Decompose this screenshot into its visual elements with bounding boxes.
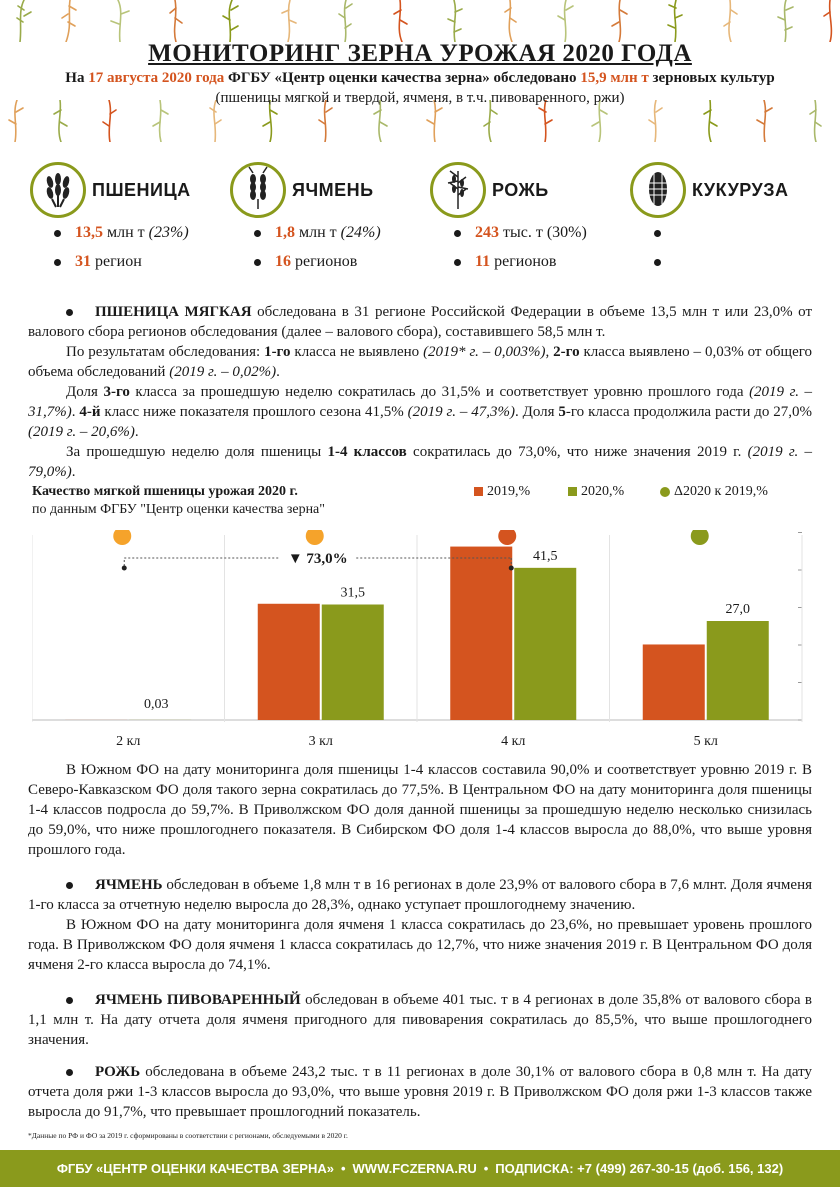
crop-name: КУКУРУЗА: [692, 180, 789, 200]
bar-2019-5-class: [643, 644, 705, 720]
category-label: 2 кл: [116, 734, 141, 749]
wheat-section-text: ПШЕНИЦА МЯГКАЯ обследована в 31 регионе Российской Федерации в объеме 13,5 млн т или 23,0% от валового сбора регионов обследования (далее – валового сбора), составившего 58,5 млн т. По результатам обследования: 1-го класса не выявлено (2019* г. – 0,003%), 2-го класса выявлено – 0,03% от общего объема обследований (2019 г. – 0,02%). Доля 3-го класса за прошедшую неделю сократилась до 31,5% и соответствует уровню прошлого года (2019 г. – 31,7%). 4-й класс ниже показателя прошлого сезона 41,5% (2019 г. – 47,3%). Доля 5-го класса продолжила расти до 27,0% (2019 г. – 20,6%). За прошедшую неделю доля пшеницы 1-4 классов сократилась до 73,0%, что ниже значения 2019 г. (2019 г. – 79,0%).: [28, 304, 813, 480]
crop-regions: 16 регионов: [254, 253, 357, 271]
crop-regions: 31 регион: [54, 253, 142, 271]
category-label: 5 кл: [693, 734, 718, 749]
delta-marker: [691, 530, 709, 545]
crop-rye: [430, 162, 630, 272]
crop-volume: 243 тыс. т (30%): [454, 224, 587, 242]
wheat-class-bar-chart: [32, 530, 808, 752]
footer-separator: •: [340, 1161, 346, 1176]
decorative-plants-top: [0, 0, 840, 42]
annotation-endpoint: [509, 566, 514, 571]
bar-2020-3-class: [322, 605, 384, 721]
barley-section-text: ЯЧМЕНЬ обследован в объеме 1,8 млн т в 16 регионах в доле 23,9% от валового сбора в 7,6 млнт. Доля ячменя 1-го класса за отчетную неделю выросла до 28,3%, однако уступает прошлогоднему значению. В Южном ФО на дату мониторинга доля ячменя 1 класса сократилась до 23,6%, но превышает уровень прошлого года. В Приволжском ФО доля ячменя 1 класса сократилась до 12,7%, что ниже значения 2019 г. В Центральном ФО доля ячменя 2-го класса выросла до 74,1%.: [28, 877, 812, 973]
data-label: 0,03: [144, 697, 169, 712]
footer-website-link[interactable]: WWW.FCZERNA.RU: [352, 1161, 477, 1176]
crop-name: ЯЧМЕНЬ: [292, 180, 374, 200]
bullet-icon: [54, 230, 61, 237]
legend-swatch-2020: [568, 487, 577, 496]
crop-wheat: [30, 162, 230, 272]
wheat-icon: [30, 162, 86, 218]
chart-subtitle: по данным ФГБУ "Центр оценки качества зерна": [32, 502, 325, 517]
crop-barley: [230, 162, 430, 272]
crop-volume: [654, 224, 675, 242]
crop-regions: 11 регионов: [454, 253, 556, 271]
bar-2019-4-class: [450, 547, 512, 720]
bullet-icon: [654, 230, 661, 237]
category-label: 3 кл: [308, 734, 333, 749]
wheat-districts-text: В Южном ФО на дату мониторинга доля пшеницы 1-4 классов составила 90,0% и соответствует уровню 2019 г. В Северо-Кавказском ФО доля такого зерна сократилась до 77,5%. В Центральном ФО на дату мониторинга доля пшеницы 1-4 классов подросла до 59,7%. В Приволжском ФО доля данной пшеницы за прошедшую неделю несколько снизилась до 59,0%, что ниже прошлогоднего показателя. В Сибирском ФО доля 1-4 классов выросла до 88,0%, что выше уровня прошлого года.: [28, 762, 812, 858]
crop-regions: [654, 253, 675, 271]
crop-name: ПШЕНИЦА: [92, 180, 191, 200]
bullet-icon: [66, 309, 73, 316]
page-title: МОНИТОРИНГ ЗЕРНА УРОЖАЯ 2020 ГОДА: [148, 40, 692, 67]
bar-2019-3-class: [258, 604, 320, 720]
corn-icon: [630, 162, 686, 218]
bullet-icon: [654, 259, 661, 266]
annotation-1-4-classes: ▼ 73,0%: [287, 551, 348, 567]
total-volume: 15,9 млн т: [580, 70, 649, 86]
crop-name: РОЖЬ: [492, 180, 549, 200]
rye-section-text: РОЖЬ обследована в объеме 243,2 тыс. т в 11 регионах в доле 30,1% от валового сбора в 0,8 млн т. На дату отчета доля ржи 1-3 классов выросла до 93,0%, что выше уровня 2019 г. В Приволжском ФО доля ржи 1-3 классов также выросла до 91,7%, что превышает прошлогодний показатель.: [28, 1064, 812, 1120]
crop-volume: 1,8 млн т (24%): [254, 224, 381, 242]
footer-org: ФГБУ «ЦЕНТР ОЦЕНКИ КАЧЕСТВА ЗЕРНА»: [56, 1161, 334, 1176]
crops-note: (пшеницы мягкой и твердой, ячменя, в т.ч. пивоваренного, ржи): [215, 90, 625, 106]
footer-separator: •: [483, 1161, 489, 1176]
bullet-icon: [454, 259, 461, 266]
chart-title: Качество мягкой пшеницы урожая 2020 г.: [32, 484, 298, 499]
footnote: *Данные по РФ и ФО за 2019 г. сформированы в соответствии с регионами, обследуемыми в 2020 г.: [28, 1131, 348, 1140]
delta-marker: [306, 530, 324, 545]
category-label: 4 кл: [501, 734, 526, 749]
page-subtitle: На 17 августа 2020 года ФГБУ «Центр оценки качества зерна» обследовано 15,9 млн т зерновых культур: [65, 70, 775, 86]
bullet-icon: [66, 1069, 73, 1076]
bullet-icon: [254, 259, 261, 266]
data-label: 41,5: [533, 548, 558, 564]
bar-2020-4-class: [514, 568, 576, 720]
data-label: 31,5: [340, 585, 365, 601]
bullet-icon: [54, 259, 61, 266]
legend-swatch-delta: [660, 487, 670, 497]
rye-icon: [430, 162, 486, 218]
legend-delta: Δ2020 к 2019,%: [660, 484, 768, 500]
delta-marker: [498, 530, 516, 545]
crop-volume: 13,5 млн т (23%): [54, 224, 189, 242]
malting-barley-section-text: ЯЧМЕНЬ ПИВОВАРЕННЫЙ обследован в объеме 401 тыс. т в 4 регионах в доле 35,8% от валового сбора в 1,1 млн т. На дату отчета доля ячменя пригодного для пивоварения сократилась до 85,5%, что выше прошлогоднего значения.: [28, 992, 813, 1048]
bullet-icon: [454, 230, 461, 237]
bar-2020-5-class: [707, 621, 769, 720]
annotation-endpoint: [122, 566, 127, 571]
bullet-icon: [66, 997, 73, 1004]
legend-swatch-2019: [474, 487, 483, 496]
data-label: 27,0: [725, 602, 750, 617]
monitoring-date: 17 августа 2020 года: [88, 70, 225, 86]
legend-2020: 2020,%: [568, 484, 624, 500]
bullet-icon: [254, 230, 261, 237]
footer-bar: [0, 1150, 840, 1187]
crop-corn: [630, 162, 830, 272]
bullet-icon: [66, 882, 73, 889]
legend-2019: 2019,%: [474, 484, 530, 500]
footer-subscribe: ПОДПИСКА: +7 (499) 267-30-15 (доб. 156, 132): [495, 1161, 784, 1176]
delta-marker: [113, 530, 131, 545]
barley-icon: [230, 162, 286, 218]
